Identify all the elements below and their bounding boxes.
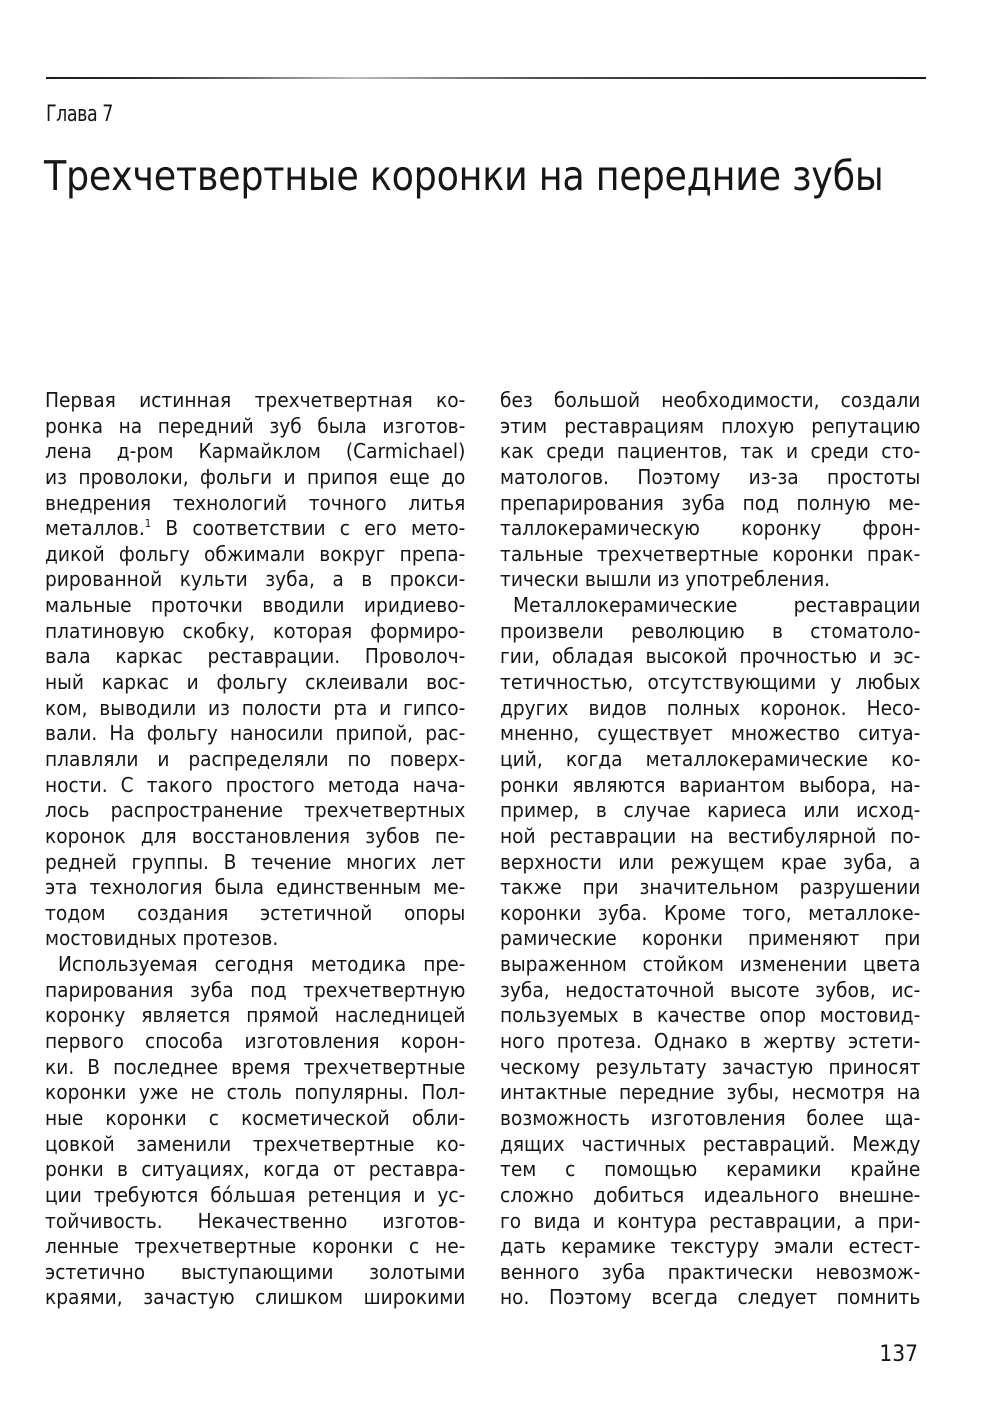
text-line: ронка на передний зуб была изготов-	[45, 413, 466, 438]
text-line: эстетично выступающими золотыми	[45, 1259, 466, 1284]
text-fragment: металлов.	[45, 516, 145, 541]
text-line: редней группы. В течение многих лет	[45, 849, 466, 874]
text-line: парирования зуба под трехчетвертную	[45, 977, 466, 1002]
text-line: пользуемых в качестве опор мостовид-	[500, 1003, 921, 1028]
text-line: платиновую скобку, которая формиро-	[45, 618, 466, 643]
text-line: ности. С такого простого метода нача-	[45, 772, 466, 797]
text-line: выраженном стойком изменении цвета	[500, 952, 921, 977]
text-line: тальные трехчетвертные коронки прак-	[500, 541, 921, 566]
text-line: ки. В последнее время трехчетвертные	[45, 1054, 466, 1079]
text-line: ком, выводили из полости рта и гипсо-	[45, 695, 466, 720]
text-line: цовкой заменили трехчетвертные ко-	[45, 1131, 466, 1156]
text-line: коронок для восстановления зубов пе-	[45, 823, 466, 848]
text-line: интактные передние зубы, несмотря на	[500, 1080, 921, 1105]
text-line: вала каркас реставрации. Проволоч-	[45, 644, 466, 669]
text-line: пример, в случае кариеса или исход-	[500, 798, 921, 823]
text-line: тетичностью, отсутствующими у любых	[500, 670, 921, 695]
chapter-label: Глава 7	[46, 102, 113, 127]
text-line: ронки в ситуациях, когда от реставра-	[45, 1157, 466, 1182]
text-line: мальные проточки вводили иридиево-	[45, 593, 466, 618]
text-line: как среди пациентов, так и среди сто-	[500, 439, 921, 464]
text-line: краями, зачастую слишком широкими	[45, 1285, 466, 1310]
text-line: мненно, существует множество ситуа-	[500, 721, 921, 746]
text-line: ленные трехчетвертные коронки с не-	[45, 1234, 466, 1259]
text-line: тодом создания эстетичной опоры	[45, 900, 466, 925]
text-line: но. Поэтому всегда следует помнить	[500, 1285, 921, 1310]
text-line: вали. На фольгу наносили припой, рас-	[45, 721, 466, 746]
text-line: ций, когда металлокерамические ко-	[500, 746, 921, 771]
text-line: тически вышли из употребления.	[500, 567, 831, 592]
text-line: венного зуба практически невозмож-	[500, 1259, 921, 1284]
chapter-title: Трехчетвертные коронки на передние зубы	[44, 152, 884, 200]
text-line: матологов. Поэтому из-за простоты	[500, 464, 921, 489]
text-line: лось распространение трехчетвертных	[45, 798, 466, 823]
footnote-marker[interactable]: 1	[144, 517, 152, 531]
text-line: этим реставрациям плохую репутацию	[500, 413, 921, 438]
text-line: ные коронки с косметической обли-	[45, 1105, 466, 1130]
text-line: верхности или режущем крае зуба, а	[500, 849, 921, 874]
text-line: произвели революцию в стоматоло-	[500, 618, 921, 643]
text-line: рированной культи зуба, а в прокси-	[45, 567, 466, 592]
text-line: возможность изготовления более ща-	[500, 1105, 921, 1130]
text-line: Первая истинная трехчетвертная ко-	[45, 388, 466, 412]
text-line: дящих частичных реставраций. Между	[500, 1131, 921, 1156]
text-line: первого способа изготовления корон-	[45, 1029, 466, 1054]
text-line: таллокерамическую коронку фрон-	[500, 516, 921, 541]
text-line: ции требуются бóльшая ретенция и ус-	[45, 1182, 466, 1207]
text-line: дать керамике текстуру эмали естест-	[500, 1234, 921, 1259]
text-line: зуба, недостаточной высоте зубов, ис-	[500, 977, 921, 1002]
text-line: коронку является прямой наследницей	[45, 1003, 466, 1028]
text-line: коронки уже не столь популярны. Пол-	[45, 1080, 466, 1105]
text-line: тойчивость. Некачественно изготов-	[45, 1208, 466, 1233]
text-line: препарирования зуба под полную ме-	[500, 490, 921, 515]
text-line: без большой необходимости, создали	[500, 388, 921, 412]
text-line: эта технология была единственным ме-	[45, 875, 466, 900]
text-line: мостовидных протезов.	[45, 926, 279, 951]
text-line: лена д-ром Кармайклом (Carmichael)	[45, 439, 466, 464]
paragraph-start-line: Используемая сегодня методика пре-	[58, 952, 466, 977]
text-line: ческому результату зачастую приносят	[500, 1054, 921, 1079]
left-text-column	[45, 388, 465, 1311]
text-line: также при значительном разрушении	[500, 875, 921, 900]
text-line: из проволоки, фольги и припоя еще до	[45, 464, 466, 489]
header-rule	[46, 77, 926, 79]
text-line: тем с помощью керамики крайне	[500, 1157, 921, 1182]
text-line: ный каркас и фольгу склеивали вос-	[45, 670, 466, 695]
right-text-column	[500, 388, 920, 1311]
text-line: гии, обладая высокой прочностью и эс-	[500, 644, 921, 669]
text-line: ронки являются вариантом выбора, на-	[500, 772, 921, 797]
text-line: коронки зуба. Кроме того, металлоке-	[500, 900, 921, 925]
text-line: сложно добиться идеального внешне-	[500, 1182, 921, 1207]
text-line: дикой фольгу обжимали вокруг препа-	[45, 541, 466, 566]
text-line: других видов полных коронок. Несо-	[500, 695, 921, 720]
text-line: го вида и контура реставрации, а при-	[500, 1208, 921, 1233]
page-number: 137	[879, 1342, 918, 1367]
text-fragment: В соответствии с его мето-	[151, 516, 466, 541]
text-line: ного протеза. Однако в жертву эстети-	[500, 1029, 921, 1054]
text-line-with-footnote	[45, 516, 465, 542]
text-line: внедрения технологий точного литья	[45, 490, 466, 515]
paragraph-start-line: Металлокерамические реставрации	[513, 593, 921, 618]
text-line: ной реставрации на вестибулярной по-	[500, 823, 921, 848]
text-line: рамические коронки применяют при	[500, 926, 921, 951]
text-line: плавляли и распределяли по поверх-	[45, 746, 466, 771]
